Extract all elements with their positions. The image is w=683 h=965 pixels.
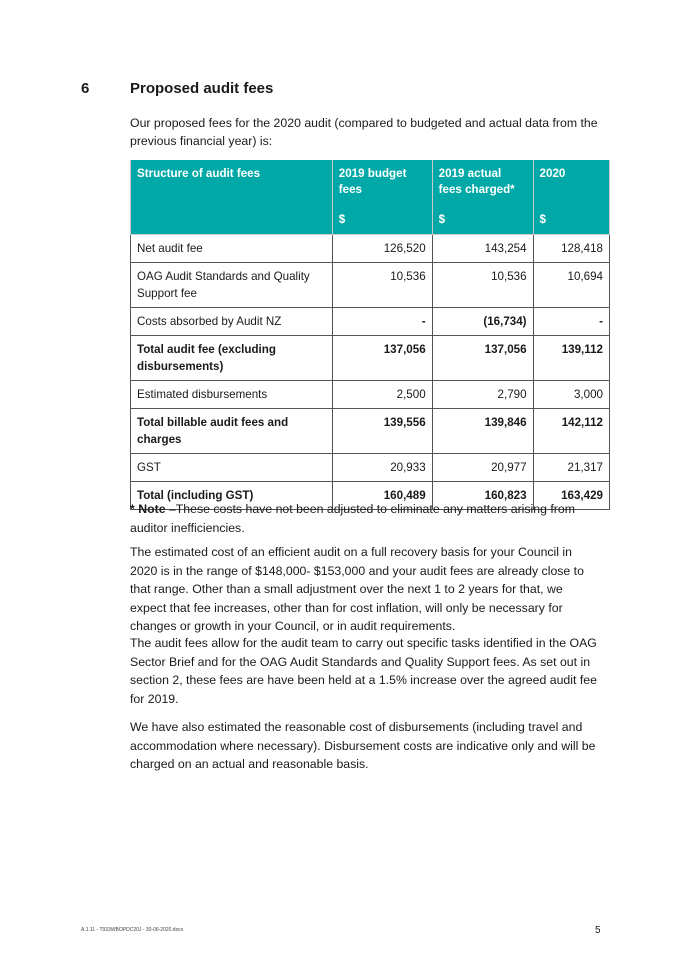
- cell-proposed: 142,112: [533, 409, 609, 454]
- cell-proposed: -: [533, 308, 609, 336]
- section-title: Proposed audit fees: [130, 80, 274, 97]
- cell-budget: 20,933: [332, 454, 432, 482]
- cell-actual: 2,790: [432, 381, 533, 409]
- cell-actual: 137,056: [432, 336, 533, 381]
- cell-proposed: 139,112: [533, 336, 609, 381]
- footnote-text: –These costs have not been adjusted to eliminate any matters arising from auditor inefficiencies.: [130, 502, 575, 535]
- row-label: Net audit fee: [131, 235, 333, 263]
- table-row: [131, 263, 610, 308]
- cell-actual: 139,846: [432, 409, 533, 454]
- cell-proposed: 10,694: [533, 263, 609, 308]
- cell-budget: 126,520: [332, 235, 432, 263]
- audit-fees-table: [130, 160, 610, 510]
- cell-actual: 160,823: [432, 482, 533, 510]
- table-row: [131, 308, 610, 336]
- cell-actual: 143,254: [432, 235, 533, 263]
- cell-proposed: 163,429: [533, 482, 609, 510]
- cell-budget: 160,489: [332, 482, 432, 510]
- cell-budget: -: [332, 308, 432, 336]
- cell-actual: (16,734): [432, 308, 533, 336]
- header-structure: Structure of audit fees: [131, 160, 333, 235]
- header-unit: $: [539, 213, 546, 226]
- row-label: GST: [131, 454, 333, 482]
- cell-budget: 137,056: [332, 336, 432, 381]
- table-row: [131, 235, 610, 263]
- header-unit: $: [338, 213, 346, 226]
- paragraph-audit-fees: The audit fees allow for the audit team to carry out specific tasks identified in the OAG Sector Brief and for the OAG Audit Standards and Quality Support fees. As set out in section 2, these fees are have been held at a 1.5% increase over the agreed audit fee for 2019.: [130, 636, 597, 706]
- row-label: Costs absorbed by Audit NZ: [131, 308, 333, 336]
- table-row: [131, 336, 610, 381]
- cell-actual: 20,977: [432, 454, 533, 482]
- cell-proposed: 128,418: [533, 235, 609, 263]
- cell-budget: 2,500: [332, 381, 432, 409]
- row-label: Total (including GST): [131, 482, 333, 510]
- table-row: [131, 409, 610, 454]
- header-2019-budget: 2019 budget fees $: [332, 160, 432, 235]
- intro-paragraph: Our proposed fees for the 2020 audit (compared to budgeted and actual data from the previous financial year) is:: [130, 116, 598, 148]
- section-heading: [81, 80, 273, 97]
- header-2020: 2020 $: [533, 160, 609, 235]
- header-unit: $: [438, 213, 446, 226]
- section-number: 6: [81, 80, 90, 97]
- cell-budget: 139,556: [332, 409, 432, 454]
- row-label: Estimated disbursements: [131, 381, 333, 409]
- row-label: OAG Audit Standards and Quality Support fee: [131, 263, 333, 308]
- cell-proposed: 3,000: [533, 381, 609, 409]
- row-label: Total audit fee (excluding disbursements): [131, 336, 333, 381]
- paragraph-disbursements: We have also estimated the reasonable cost of disbursements (including travel and accommodation where necessary). Disbursement costs are indicative only and will be charged on an actual and reasonable basis.: [130, 720, 596, 771]
- footnote-marker: * Note: [130, 502, 166, 516]
- document-reference: A.1.11 - T933WBOPDC20J - 30-06-2020.docx: [81, 927, 184, 933]
- page-number: 5: [595, 925, 601, 936]
- cell-budget: 10,536: [332, 263, 432, 308]
- cell-actual: 10,536: [432, 263, 533, 308]
- footnote: [130, 500, 598, 537]
- row-label: Total billable audit fees and charges: [131, 409, 333, 454]
- cell-proposed: 21,317: [533, 454, 609, 482]
- paragraph-efficient-audit: The estimated cost of an efficient audit on a full recovery basis for your Council in 2020 is in the range of $148,000- $153,000 and your audit fees are already close to that range. Other than a small adjustment over the next 1 to 2 years for that, we expect that fee increases, other than for cost inflation, will only be necessary for changes or growth in your Council, or in audit requirements.: [130, 545, 584, 633]
- table-header-row: [131, 160, 610, 235]
- table-row: [131, 381, 610, 409]
- header-2019-actual: 2019 actual fees charged* $: [432, 160, 533, 235]
- table-row: [131, 454, 610, 482]
